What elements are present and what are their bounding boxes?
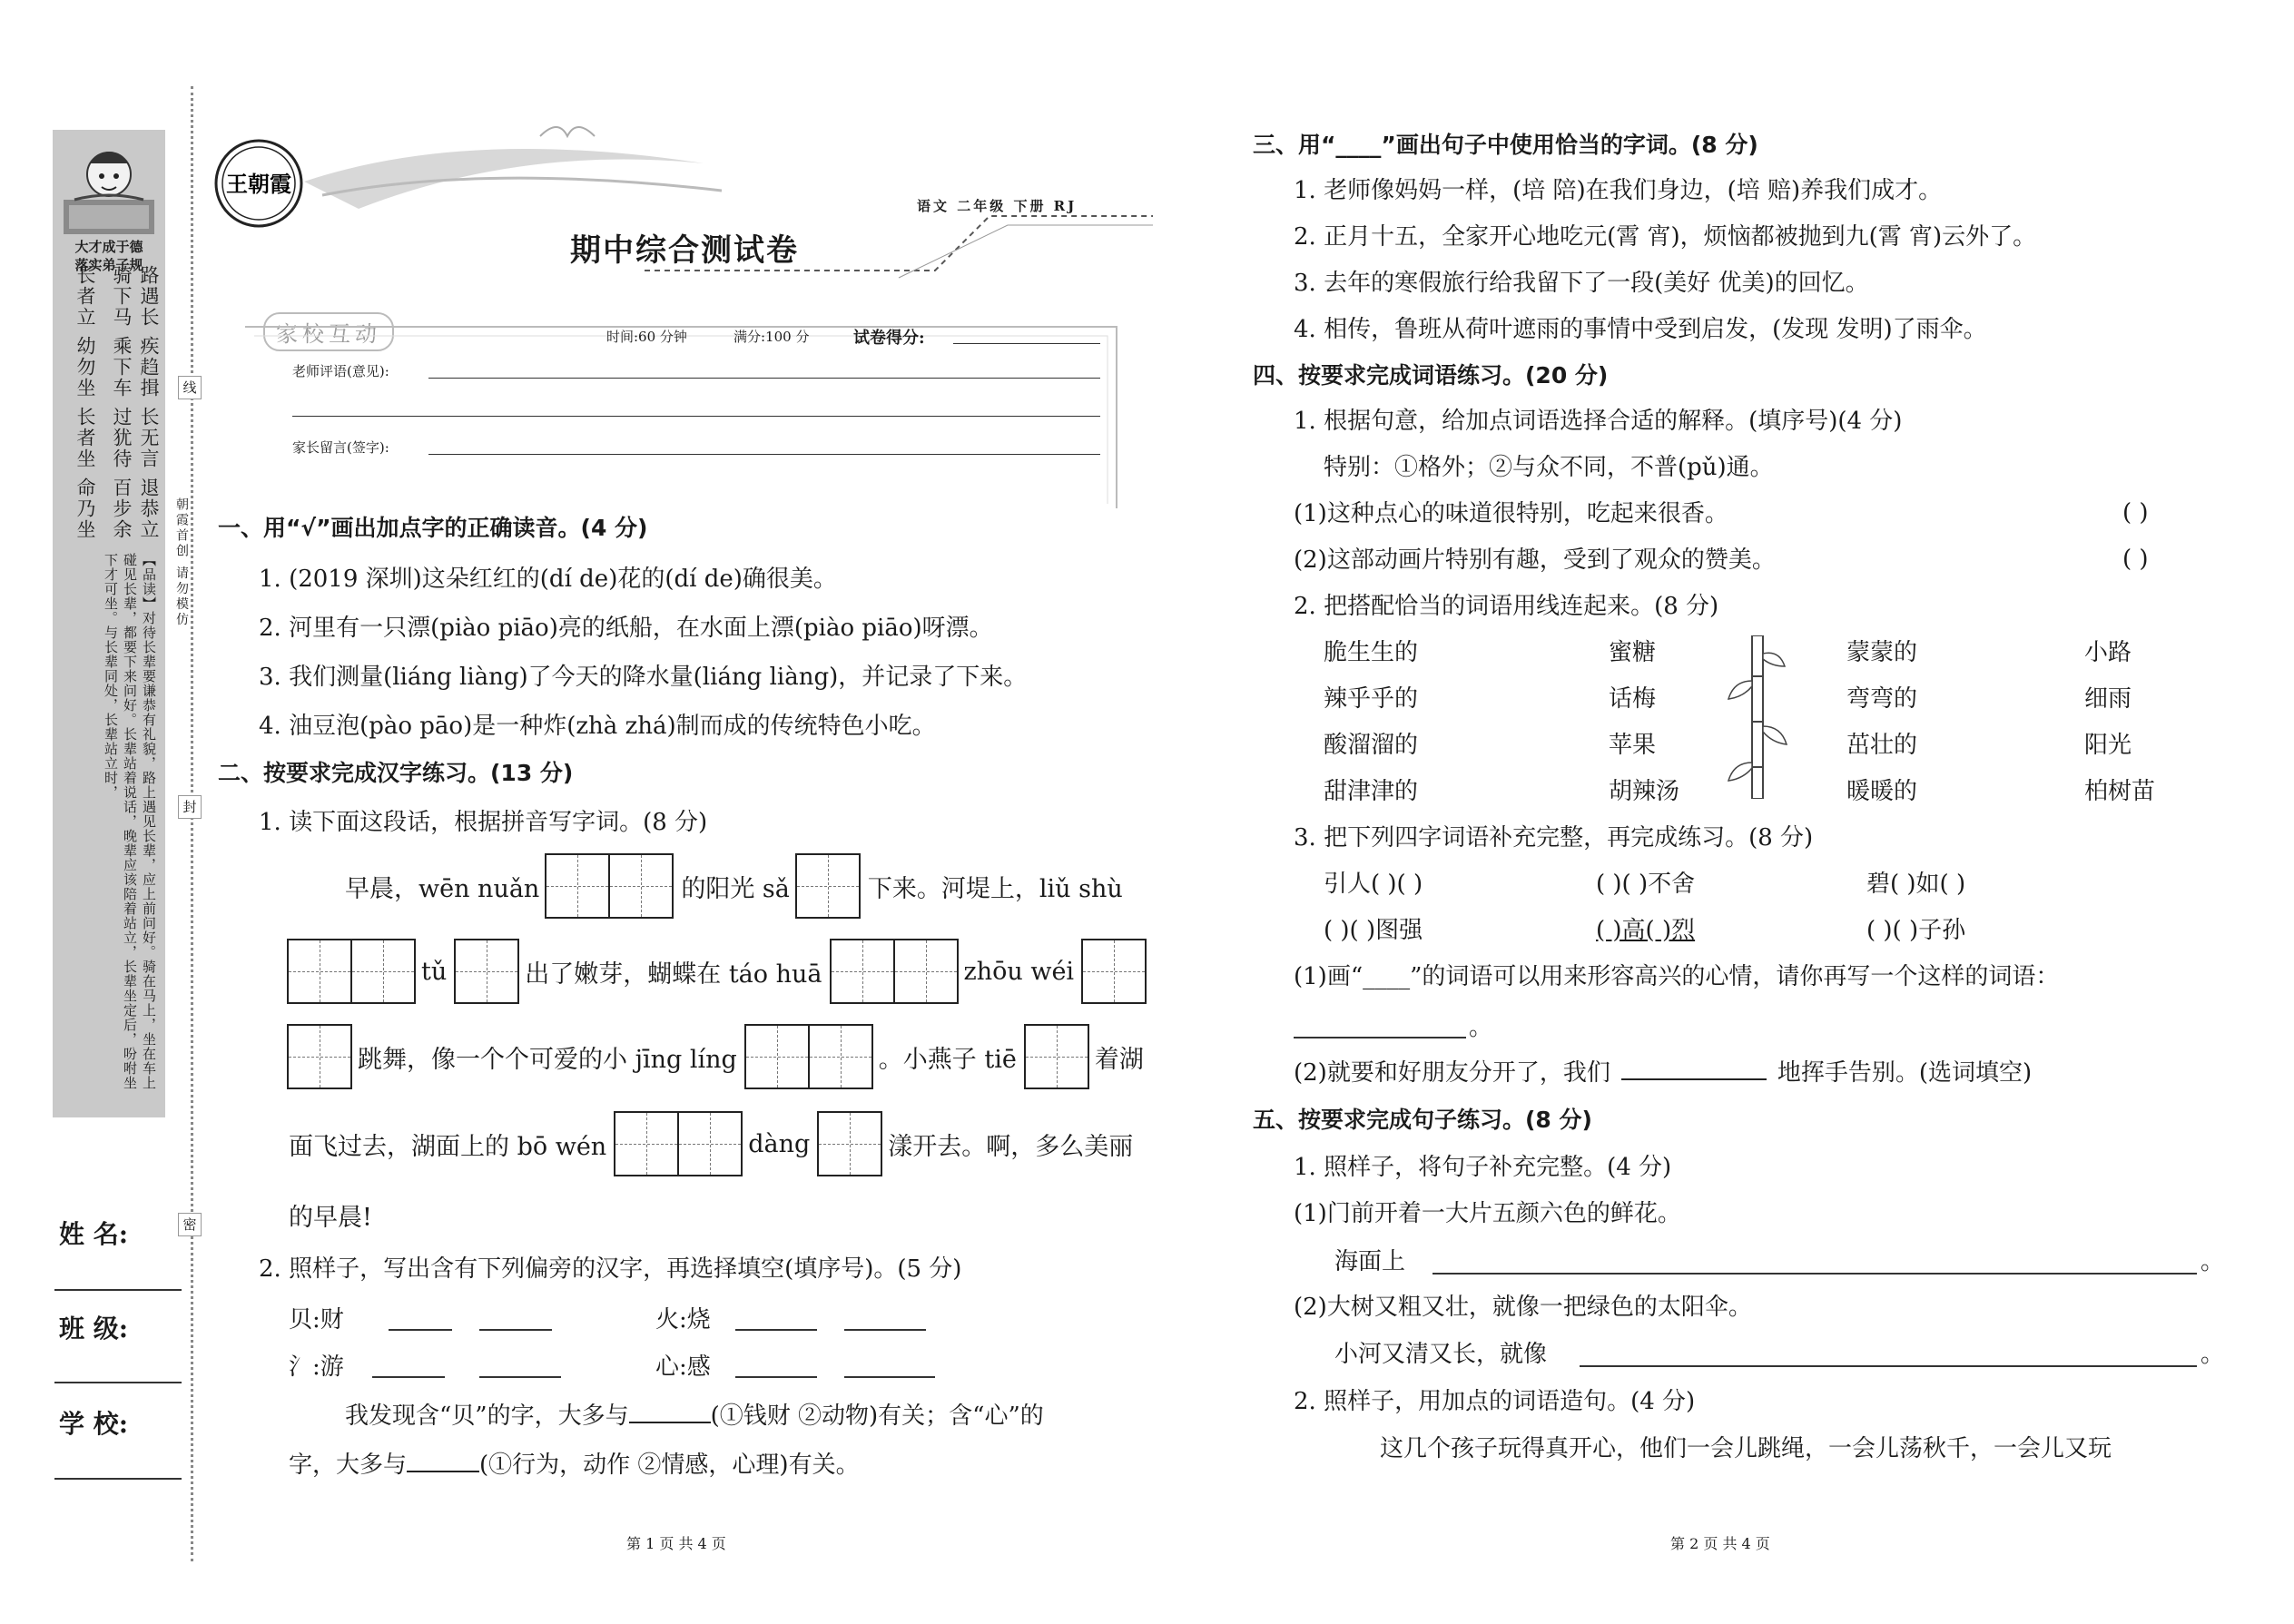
char-grid[interactable]	[614, 1111, 741, 1176]
answer-blank[interactable]	[407, 1471, 479, 1472]
bamboo-icon	[1725, 635, 1788, 799]
char-grid[interactable]	[1024, 1024, 1088, 1089]
rule-text: 长者坐	[74, 407, 96, 469]
radical-label: 心:感	[655, 1353, 711, 1381]
period: 。	[1469, 1014, 1493, 1041]
row-text: 漾开去。啊，多么美丽	[888, 1132, 1134, 1161]
fill-part: (①行为，动作 ②情感，心理)有关。	[479, 1452, 860, 1479]
idiom-blank[interactable]: 碧( )如( )	[1866, 871, 1966, 898]
idiom-blank[interactable]: ( )( )图强	[1324, 917, 1423, 944]
s5-question-2: 2. 照样子，用加点的词语造句。(4 分)	[1294, 1388, 1696, 1415]
teacher-label: 老师评语(意见):	[292, 363, 389, 379]
fill-part: (2)就要和好朋友分开了，我们	[1294, 1059, 1610, 1087]
class-field[interactable]	[54, 1382, 182, 1383]
fill-part: 我发现含“贝”的字，大多与	[345, 1403, 629, 1430]
answer-blank[interactable]	[844, 1329, 926, 1331]
answer-blank[interactable]	[1294, 1037, 1466, 1038]
class-label: 班 级:	[59, 1314, 129, 1343]
period: 。	[2200, 1248, 2225, 1275]
s1-item: 1. (2019 深圳)这朵红红的(dí de)花的(dí de)确很美。	[259, 566, 837, 593]
match-word: 苹果	[1609, 732, 1657, 759]
row-text: 的早晨!	[289, 1204, 372, 1232]
answer-paren[interactable]: ( )	[2122, 546, 2149, 573]
sidebar-motto: 大才成于德 落实弟子规	[74, 239, 143, 273]
rule-text: 路遇长	[138, 265, 160, 328]
match-word: 细雨	[2084, 685, 2132, 713]
match-word: 甜津津的	[1324, 778, 1419, 805]
match-word: 蒙蒙的	[1846, 639, 1918, 666]
teacher-comment-line[interactable]	[428, 378, 1100, 379]
row-text: 着湖	[1094, 1045, 1144, 1074]
s2-question-1: 1. 读下面这段话，根据拼音写字词。(8 分)	[259, 809, 708, 836]
pinyin-row	[289, 1111, 1133, 1176]
answer-blank[interactable]	[372, 1376, 445, 1378]
s4-question-2: 2. 把搭配恰当的词语用线连起来。(8 分)	[1294, 593, 1719, 620]
school-label: 学 校:	[59, 1409, 129, 1439]
s4-question-3: 3. 把下列四字词语补充完整，再完成练习。(8 分)	[1294, 824, 1814, 851]
char-grid[interactable]	[287, 939, 414, 1004]
s4-question-1: 1. 根据句意，给加点词语选择合适的解释。(填序号)(4 分)	[1294, 408, 1903, 435]
match-word: 蜜糖	[1609, 639, 1657, 666]
rule-text: 长无言	[138, 407, 160, 469]
cut-mark: 线	[178, 376, 202, 399]
row-text: 下来。河堤上，liǔ shù	[867, 874, 1123, 903]
s4-sentence: (2)这部动画片特别有趣，受到了观众的赞美。	[1294, 546, 1776, 574]
answer-blank[interactable]	[479, 1329, 552, 1331]
answer-line[interactable]	[1580, 1365, 2197, 1367]
char-grid[interactable]	[744, 1024, 871, 1089]
section-2-title: 二、按要求完成汉字练习。(13 分)	[218, 760, 574, 786]
char-grid[interactable]	[795, 853, 859, 919]
name-label: 姓 名:	[59, 1219, 129, 1249]
answer-blank[interactable]	[735, 1329, 817, 1331]
char-grid[interactable]	[830, 939, 957, 1004]
s5-sample-sentence: 这几个孩子玩得真开心，他们一会儿跳绳，一会儿荡秋千，一会儿又玩	[1380, 1435, 2112, 1462]
radical-label: 贝:财	[289, 1306, 344, 1334]
school-field[interactable]	[54, 1478, 182, 1480]
section-3-title: 三、用“____”画出句子中使用恰当的字词。(8 分)	[1253, 132, 1758, 158]
page-title: 期中综合测试卷	[570, 232, 799, 269]
s5-question-1: 1. 照样子，将句子补充完整。(4 分)	[1294, 1154, 1672, 1181]
rule-text: 骑下马	[111, 265, 133, 328]
rule-text: 命乃坐	[74, 477, 96, 540]
rule-text: 退恭立	[138, 477, 160, 540]
s4-sentence: (1)这种点心的味道很特别，吃起来很香。	[1294, 500, 1728, 527]
section-4-title: 四、按要求完成词语练习。(20 分)	[1253, 362, 1609, 389]
row-text: 跳舞，像一个个可爱的小 jīng líng	[358, 1045, 737, 1074]
match-word: 弯弯的	[1846, 685, 1918, 713]
idiom-blank[interactable]: ( )( )子孙	[1866, 917, 1966, 944]
pinyin-row	[287, 939, 1145, 1004]
fill-text	[289, 1451, 860, 1480]
rule-text: 乘下车	[111, 336, 133, 399]
match-word: 小路	[2084, 639, 2132, 666]
s3-item: 2. 正月十五，全家开心地吃元(霄 宵)，烦恼都被抛到九(霄 宵)云外了。	[1294, 223, 2037, 251]
brand-logo-icon	[213, 138, 304, 229]
pindu-text: 【品读】对待长辈要谦恭有礼貌，路上遇见长辈，应上前问好。骑在马上，坐在车上碰见长辈，都要下来问好。长辈站着说话，晚辈应该陪着站立，长辈坐定后，吩咐坐下才可坐。与长辈同处，长辈站立时，	[103, 553, 157, 1090]
s1-item: 2. 河里有一只漂(piào piāo)亮的纸船，在水面上漂(piào piāo)呀漂。	[259, 615, 993, 642]
answer-line[interactable]	[1433, 1273, 2197, 1275]
fill-part: 字，大多与	[289, 1452, 408, 1479]
match-word: 茁壮的	[1846, 732, 1918, 759]
pindu-box	[56, 549, 162, 1112]
match-word: 辣乎乎的	[1324, 685, 1419, 713]
scholar-cartoon-icon	[56, 136, 162, 238]
section-1-title: 一、用“√”画出加点字的正确读音。(4 分)	[218, 515, 648, 541]
jiaxiao-badge: 家校互动	[263, 312, 394, 351]
rule-text: 百步余	[111, 477, 133, 540]
rule-text: 过犹待	[111, 407, 133, 469]
teacher-comment-line[interactable]	[292, 416, 1100, 417]
full-score: 满分:100 分	[733, 329, 810, 345]
cut-mark: 密	[178, 1213, 202, 1236]
char-grid[interactable]	[817, 1111, 881, 1176]
char-grid[interactable]	[1081, 939, 1145, 1004]
char-grid[interactable]	[454, 939, 517, 1004]
s1-item: 4. 油豆泡(pào pāo)是一种炸(zhà zhá)制而成的传统特色小吃。	[259, 713, 936, 740]
fill-part: (①钱财 ②动物)有关；含“心”的	[710, 1403, 1044, 1430]
match-word: 柏树苗	[2084, 778, 2156, 805]
s3-item: 4. 相传，鲁班从荷叶遮雨的事情中受到启发，(发现 发明)了雨伞。	[1294, 316, 1987, 343]
match-word: 胡辣汤	[1609, 778, 1680, 805]
char-grid[interactable]	[545, 853, 672, 919]
match-word: 话梅	[1609, 685, 1657, 713]
parent-message-line[interactable]	[428, 454, 1100, 455]
exam-time: 时间:60 分钟	[606, 329, 687, 345]
section-5-title: 五、按要求完成句子练习。(8 分)	[1253, 1107, 1592, 1133]
s4-question-3b	[1294, 1058, 2032, 1088]
idiom-blank[interactable]: ( )( )不舍	[1596, 871, 1696, 898]
radical-label: 氵:游	[289, 1353, 344, 1381]
s4-question-3a: (1)画“____”的词语可以用来形容高兴的心情，请你再写一个这样的词语：	[1294, 963, 2060, 990]
match-word: 脆生生的	[1324, 639, 1419, 666]
answer-blank[interactable]	[629, 1422, 711, 1423]
idiom-blank-underlined[interactable]: ( )高( )烈	[1596, 917, 1696, 944]
score-label: 试卷得分:	[853, 329, 925, 348]
answer-blank[interactable]	[479, 1376, 561, 1378]
answer-blank[interactable]	[1621, 1078, 1767, 1080]
answer-paren[interactable]: ( )	[2122, 499, 2149, 527]
s5-prompt: 小河又清又长，就像	[1334, 1341, 1548, 1368]
score-field[interactable]	[953, 343, 1100, 344]
row-text: tǔ	[421, 957, 448, 986]
fill-text	[345, 1402, 1044, 1431]
row-text: 早晨，wēn nuǎn	[345, 874, 540, 903]
row-text: 。小燕子 tiē	[878, 1045, 1017, 1074]
brand-text: 王朝霞	[226, 171, 291, 197]
rule-text: 幼勿坐	[74, 336, 96, 399]
row-text: 出了嫩芽，蝴蝶在 táo huā	[525, 960, 822, 989]
cut-line	[191, 86, 193, 1561]
s3-item: 1. 老师像妈妈一样，(培 陪)在我们身边，(培 赔)养我们成才。	[1294, 177, 1943, 204]
subject-label: 语文 二年级 下册 RJ	[917, 198, 1078, 214]
row-text: 面飞过去，湖面上的 bō wén	[289, 1132, 607, 1161]
answer-blank[interactable]	[735, 1376, 817, 1378]
page-number-1: 第 1 页 共 4 页	[626, 1535, 726, 1552]
answer-blank[interactable]	[844, 1376, 935, 1378]
cut-mark: 封	[178, 795, 202, 819]
s5-example: (1)门前开着一大片五颜六色的鲜花。	[1294, 1200, 1681, 1227]
match-word: 暖暖的	[1846, 778, 1918, 805]
s1-item: 3. 我们测量(liáng liàng)了今天的降水量(liáng liàng)，并记录了下来。	[259, 664, 1028, 691]
s5-prompt: 海面上	[1334, 1248, 1406, 1275]
s4-definition: 特别：①格外；②与众不同，不普(pǔ)通。	[1324, 454, 1774, 481]
rule-text: 疾趋揖	[138, 336, 160, 399]
radical-label: 火:烧	[655, 1306, 711, 1334]
pinyin-row	[345, 853, 1123, 919]
rule-text: 长者立	[74, 265, 96, 328]
idiom-blank[interactable]: 引人( )( )	[1324, 871, 1423, 898]
match-word: 阳光	[2084, 732, 2132, 759]
name-field[interactable]	[54, 1289, 182, 1291]
parent-label: 家长留言(签字):	[292, 439, 389, 456]
answer-blank[interactable]	[389, 1329, 452, 1331]
row-text: zhōu wéi	[963, 957, 1075, 986]
s3-item: 3. 去年的寒假旅行给我留下了一段(美好 优美)的回忆。	[1294, 270, 1869, 297]
row-text: dàng	[748, 1129, 811, 1158]
s2-question-2: 2. 照样子，写出含有下列偏旁的汉字，再选择填空(填序号)。(5 分)	[259, 1255, 962, 1283]
match-word: 酸溜溜的	[1324, 732, 1419, 759]
page-number-2: 第 2 页 共 4 页	[1670, 1535, 1770, 1552]
comment-frame	[245, 300, 1153, 508]
char-grid[interactable]	[287, 1024, 350, 1089]
pinyin-row	[287, 1024, 1144, 1089]
period: 。	[2200, 1341, 2225, 1368]
fill-part: 地挥手告别。(选词填空)	[1777, 1059, 2033, 1087]
copyright-note: 朝霞首创 请勿模仿	[174, 497, 189, 628]
s5-example: (2)大树又粗又壮，就像一把绿色的太阳伞。	[1294, 1294, 1752, 1321]
row-text: 的阳光 sǎ	[681, 874, 790, 903]
